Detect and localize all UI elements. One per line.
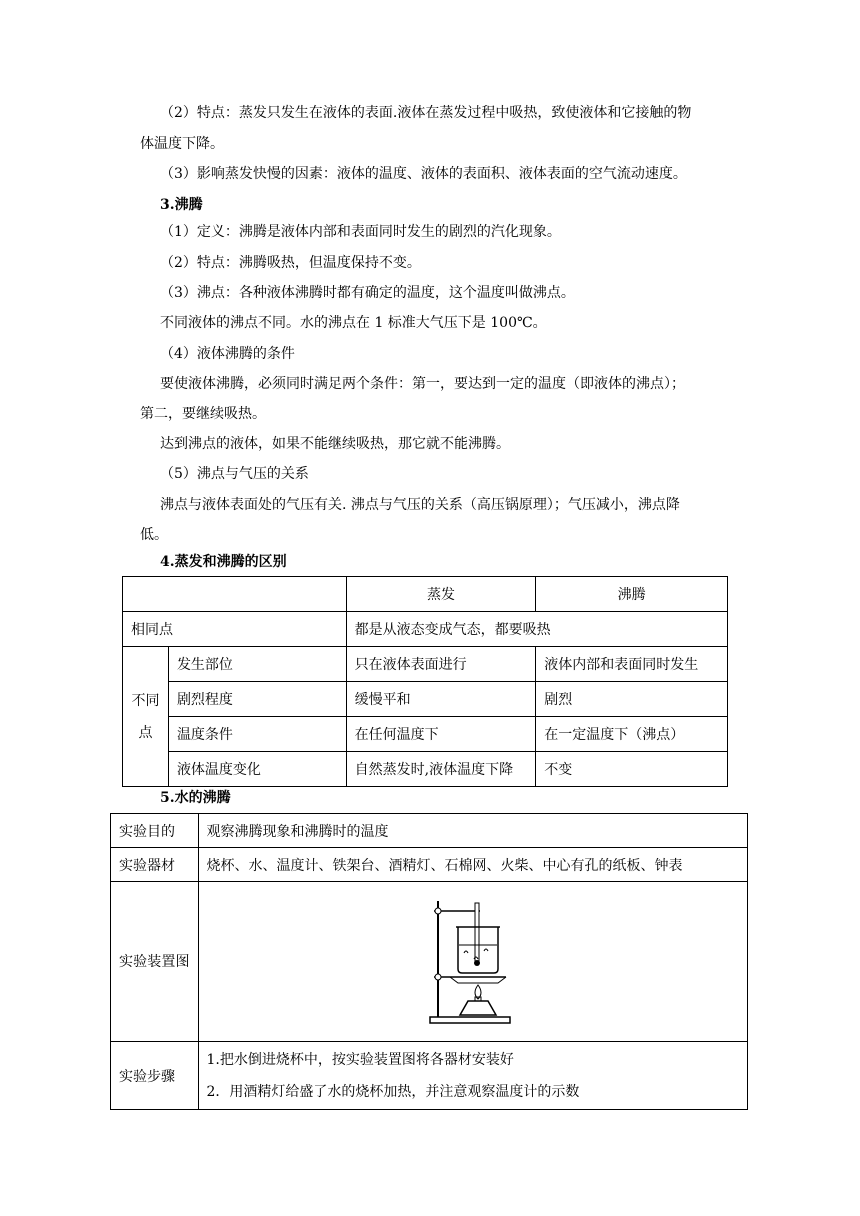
paragraph-boiling-condition-note: 达到沸点的液体，如果不能继续吸热，那它就不能沸腾。 <box>160 436 510 452</box>
paragraph-boiling-point-water: 不同液体的沸点不同。水的沸点在 1 标准大气压下是 100℃。 <box>160 315 547 331</box>
paragraph-boiling-condition-title: （4）液体沸腾的条件 <box>160 346 295 362</box>
table-row <box>111 848 748 882</box>
boiling-apparatus-diagram <box>428 897 518 1027</box>
paragraph-boiling-feature: （2）特点：沸腾吸热，但温度保持不变。 <box>160 255 421 271</box>
row-label: 液体温度变化 <box>168 752 346 787</box>
row-label-same: 相同点 <box>123 612 347 647</box>
row-label: 剧烈程度 <box>168 682 346 717</box>
step-item: 2．用酒精灯给盛了水的烧杯加热，并注意观察温度计的示数 <box>206 1083 580 1100</box>
row-label: 发生部位 <box>168 647 346 682</box>
table-row <box>123 612 728 647</box>
section-heading-boiling: 3.沸腾 <box>160 197 203 213</box>
step-item: 1.把水倒进烧杯中，按实验装置图将各器材安装好 <box>206 1051 514 1068</box>
table-row <box>111 814 748 848</box>
same-value: 都是从液态变成气态，都要吸热 <box>346 612 727 647</box>
table-row <box>123 717 728 752</box>
table-row <box>123 752 728 787</box>
column-header-boiling: 沸腾 <box>536 577 728 612</box>
row-label-different: 不同点 <box>123 647 169 787</box>
paragraph-pressure: 沸点与液体表面处的气压有关. 沸点与气压的关系（高压锅原理）；气压减小，沸点降 <box>160 497 680 513</box>
table-row <box>111 882 748 1042</box>
paragraph-boiling-point: （3）沸点：各种液体沸腾时都有确定的温度，这个温度叫做沸点。 <box>160 285 575 301</box>
table-row <box>123 682 728 717</box>
paragraph-boiling-condition-cont: 第二，要继续吸热。 <box>140 406 266 422</box>
table-row <box>111 1042 748 1110</box>
boiling-cell: 液体内部和表面同时发生 <box>536 647 728 682</box>
table-row <box>123 577 728 612</box>
paragraph-boiling-definition: （1）定义：沸腾是液体内部和表面同时发生的剧烈的汽化现象。 <box>160 224 561 240</box>
paragraph-evaporation-feature: （2）特点：蒸发只发生在液体的表面.液体在蒸发过程中吸热，致使液体和它接触的物 <box>160 105 692 121</box>
paragraph-boiling-condition: 要使液体沸腾，必须同时满足两个条件：第一，要达到一定的温度（即液体的沸点）； <box>160 376 685 392</box>
experiment-table <box>110 813 748 1110</box>
paragraph-pressure-cont: 低。 <box>140 527 168 543</box>
row-label-materials: 实验器材 <box>111 848 199 882</box>
row-label-purpose: 实验目的 <box>111 814 199 848</box>
row-label-apparatus: 实验装置图 <box>111 882 199 1042</box>
table-cell-empty <box>123 577 347 612</box>
paragraph-pressure-title: （5）沸点与气压的关系 <box>160 466 309 482</box>
evaporation-cell: 在任何温度下 <box>346 717 536 752</box>
materials-value: 烧杯、水、温度计、铁架台、酒精灯、石棉网、火柴、中心有孔的纸板、钟表 <box>198 848 748 882</box>
evaporation-cell: 自然蒸发时,液体温度下降 <box>346 752 536 787</box>
paragraph-evaporation-feature-cont: 体温度下降。 <box>140 136 224 152</box>
boiling-cell: 剧烈 <box>536 682 728 717</box>
steps-cell <box>198 1042 748 1110</box>
column-header-evaporation: 蒸发 <box>346 577 536 612</box>
section-heading-water-boiling: 5.水的沸腾 <box>160 790 231 806</box>
evaporation-cell: 缓慢平和 <box>346 682 536 717</box>
boiling-cell: 在一定温度下（沸点） <box>536 717 728 752</box>
paragraph-evaporation-factors: （3）影响蒸发快慢的因素：液体的温度、液体的表面积、液体表面的空气流动速度。 <box>160 166 687 182</box>
boiling-cell: 不变 <box>536 752 728 787</box>
purpose-value: 观察沸腾现象和沸腾时的温度 <box>198 814 748 848</box>
section-heading-difference: 4.蒸发和沸腾的区别 <box>160 554 287 570</box>
evaporation-cell: 只在液体表面进行 <box>346 647 536 682</box>
apparatus-cell <box>198 882 748 1042</box>
row-label: 温度条件 <box>168 717 346 752</box>
row-label-steps: 实验步骤 <box>111 1042 199 1110</box>
table-row <box>123 647 728 682</box>
comparison-table <box>122 576 728 787</box>
